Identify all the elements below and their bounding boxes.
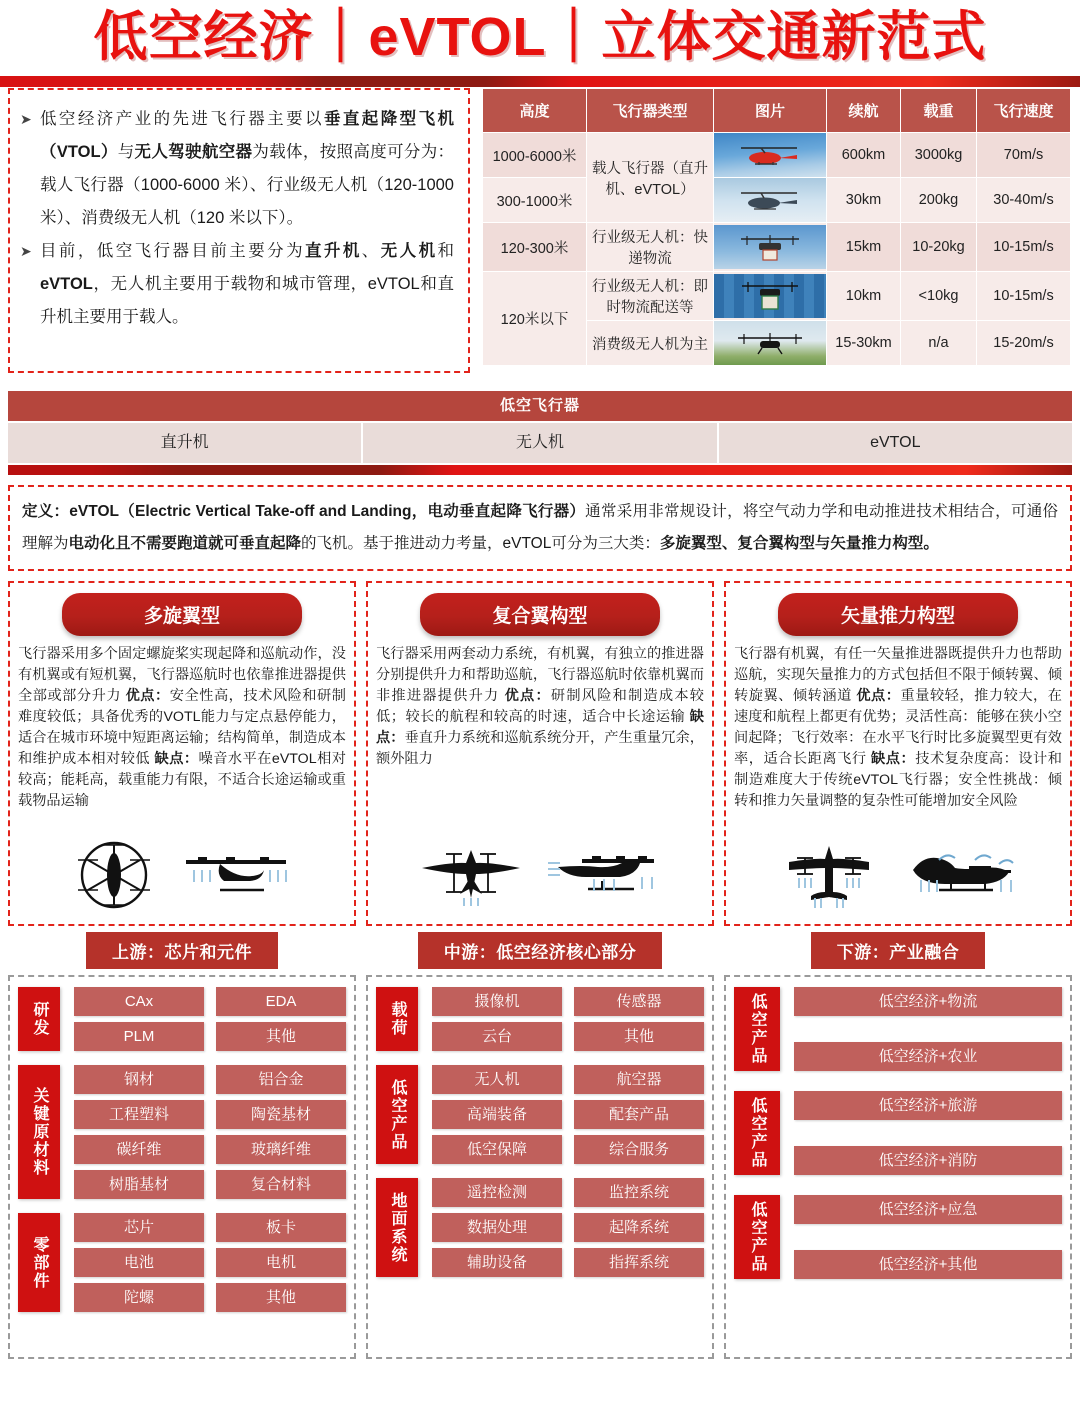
- chain-chip[interactable]: 工程塑料: [74, 1100, 204, 1129]
- intro-bullet: [20, 103, 454, 235]
- chain-group: [18, 1065, 346, 1199]
- chain-chip[interactable]: 航空器: [574, 1065, 704, 1094]
- card-illustration: [734, 832, 1062, 918]
- cell-payload: 10-20kg: [901, 223, 977, 272]
- th-speed: 飞行速度: [977, 89, 1071, 133]
- top-section: [0, 88, 1080, 383]
- card-pros-label: 优点：: [504, 688, 551, 704]
- card-body: [376, 644, 704, 832]
- chain-chip[interactable]: 配套产品: [574, 1100, 704, 1129]
- cell-endurance: 30km: [827, 178, 901, 223]
- th-type: 飞行器类型: [587, 89, 714, 133]
- cell-speed: 30-40m/s: [977, 178, 1071, 223]
- page-title: 低空经济｜eVTOL｜立体交通新范式: [93, 7, 987, 67]
- cell-photo: [714, 223, 827, 272]
- group-label: 低空产品: [734, 987, 780, 1071]
- industry-chain-headers: [0, 926, 1080, 969]
- card-title: 矢量推力构型: [778, 593, 1018, 636]
- chain-chip[interactable]: 碳纤维: [74, 1135, 204, 1164]
- chain-chip[interactable]: 低空经济+物流: [794, 987, 1062, 1016]
- chain-chip[interactable]: 陶瓷基材: [216, 1100, 346, 1129]
- table-row: [483, 223, 1071, 272]
- card-pros-text: 重量较轻，推力较大，在速度和航程上都更有优势；灵活性高：能够在狭小空间起降；飞行效率：在水平飞行时比多旋翼型更有效率，适合长距离飞行: [734, 688, 1062, 767]
- helicopter-icon: [737, 140, 803, 170]
- chain-chip[interactable]: 电机: [216, 1248, 346, 1277]
- group-items: [432, 1178, 704, 1277]
- config-card-vectored-thrust: [724, 581, 1072, 926]
- cell-type: 载人飞行器（直升机、eVTOL）: [587, 133, 714, 223]
- multirotor-topview-icon: [68, 836, 160, 914]
- cell-type: 行业级无人机：快递物流: [587, 223, 714, 272]
- th-payload: 载重: [901, 89, 977, 133]
- chain-group: [376, 1065, 704, 1164]
- chain-chip[interactable]: 起降系统: [574, 1213, 704, 1242]
- category-cell-helicopter[interactable]: 直升机: [8, 423, 363, 463]
- delivery-drone-icon: [734, 274, 806, 318]
- definition-text: 定义：eVTOL（Electric Vertical Take-off and Landing，电动垂直起降飞行器）通常采用非常规设计，将空气动力学和电动推进技术相结合，可通俗理解为电动化且不需要跑道就可垂直起降的飞机。基于推进动力考量，eVTOL可分为三大类：多旋翼型、复合翼构型与矢量推力构型。: [22, 503, 1058, 552]
- chain-chip[interactable]: 低空经济+消防: [794, 1146, 1062, 1175]
- th-photo: 图片: [714, 89, 827, 133]
- card-pros-text: 研制风险和制造成本较低；较长的航程和较高的时速，适合中长途运输: [376, 688, 704, 725]
- chain-chip[interactable]: 其他: [216, 1022, 346, 1051]
- chain-chip[interactable]: 芯片: [74, 1213, 204, 1242]
- card-pros-text: 安全性高，技术风险和研制难度较低；具备优秀的VOTL能力与定点悬停能力，适合在城市环境中短距离运输；结构简单，制造成本和维护成本相对较低: [18, 688, 346, 767]
- intro-text-box: [8, 88, 470, 373]
- cell-height: 300-1000米: [483, 178, 587, 223]
- consumer-drone-icon: [732, 327, 808, 359]
- card-illustration: [18, 832, 346, 918]
- drone-building-photo: [714, 274, 826, 318]
- chain-group: [734, 1195, 1062, 1279]
- industry-chain-columns: [0, 969, 1080, 1367]
- card-cons-text: 噪音水平在eVTOL相对较高；能耗高，载重能力有限，不适合长途运输或重载物品运输: [18, 751, 346, 809]
- chain-column-downstream: [724, 975, 1072, 1359]
- chain-chip[interactable]: 其他: [574, 1022, 704, 1051]
- chain-chip[interactable]: 钢材: [74, 1065, 204, 1094]
- chain-column-upstream: [8, 975, 356, 1359]
- chain-header-midstream: 中游：低空经济核心部分: [418, 932, 663, 969]
- table-row: [483, 133, 1071, 178]
- card-lead-text: 飞行器采用多个固定螺旋桨实现起降和巡航动作，没有机翼或有短机翼，飞行器巡航时也依靠推进器提供全部或部分升力: [18, 646, 346, 704]
- chain-group: [376, 1178, 704, 1277]
- bullet-arrow-icon: ➤: [20, 243, 32, 259]
- chain-chip[interactable]: 辅助设备: [432, 1248, 562, 1277]
- card-lead-text: 飞行器采用两套动力系统，有机翼，有独立的推进器分别提供升力和帮助巡航，飞行器巡航时依靠机翼而非推进器提供升力: [376, 646, 704, 704]
- group-items: [794, 1195, 1062, 1279]
- tiltrotor-sideview-icon: [899, 840, 1021, 910]
- chain-chip[interactable]: PLM: [74, 1022, 204, 1051]
- cell-speed: 70m/s: [977, 133, 1071, 178]
- table-row: [483, 272, 1071, 321]
- cell-speed: 15-20m/s: [977, 321, 1071, 366]
- chain-chip[interactable]: 复合材料: [216, 1170, 346, 1199]
- card-cons-text: 技术复杂度高：设计和制造难度大于传统eVTOL飞行器；安全性挑战：倾转和推力矢量调整的复杂性可能增加安全风险: [734, 751, 1062, 809]
- cell-speed: 10-15m/s: [977, 223, 1071, 272]
- cell-photo: [714, 272, 827, 321]
- hexacopter-icon: [733, 230, 807, 264]
- group-label: 载荷: [376, 987, 418, 1051]
- helicopter-icon: [737, 186, 803, 214]
- chain-chip[interactable]: 指挥系统: [574, 1248, 704, 1277]
- chain-chip[interactable]: 玻璃纤维: [216, 1135, 346, 1164]
- chain-column-midstream: [366, 975, 714, 1359]
- card-cons-label: 缺点：: [871, 751, 916, 767]
- card-body: [18, 644, 346, 832]
- chain-chip[interactable]: 板卡: [216, 1213, 346, 1242]
- group-items: [74, 1213, 346, 1312]
- cell-type: 行业级无人机：即时物流配送等: [587, 272, 714, 321]
- config-card-liftcruise: [366, 581, 714, 926]
- helicopter-white-sky-photo: [714, 178, 826, 222]
- intro-bullet-text: 低空经济产业的先进飞行器主要以垂直起降型飞机（VTOL）与无人驾驶航空器为载体，按照高度可分为：载人飞行器（1000-6000 米）、行业级无人机（120-1000 米）、消费级无人机（120 米以下）。: [40, 110, 455, 227]
- cell-height: 120米以下: [483, 272, 587, 366]
- config-card-multirotor: [8, 581, 356, 926]
- hexacopter-delivery-photo: [714, 225, 826, 269]
- chain-chip[interactable]: 电池: [74, 1248, 204, 1277]
- category-divider-bar: [8, 465, 1072, 475]
- chain-header-downstream: 下游：产业融合: [811, 932, 986, 969]
- cell-endurance: 15km: [827, 223, 901, 272]
- intro-bullet: [20, 235, 454, 334]
- chain-head-col-downstream: [724, 932, 1072, 969]
- chain-chip[interactable]: 低空经济+旅游: [794, 1091, 1062, 1120]
- card-pros-label: 优点：: [125, 688, 170, 704]
- chain-chip[interactable]: 无人机: [432, 1065, 562, 1094]
- title-divider-bar: [0, 76, 1080, 87]
- evtol-configuration-cards: [0, 571, 1080, 926]
- card-body: [734, 644, 1062, 832]
- chain-chip[interactable]: 监控系统: [574, 1178, 704, 1207]
- intro-bullet-text: 目前，低空飞行器目前主要分为直升机、无人机和eVTOL，无人机主要用于载物和城市管理，eVTOL和直升机主要用于载人。: [40, 242, 455, 326]
- chain-chip[interactable]: CAx: [74, 987, 204, 1016]
- chain-chip[interactable]: 低空保障: [432, 1135, 562, 1164]
- th-endurance: 续航: [827, 89, 901, 133]
- cell-photo: [714, 178, 827, 223]
- chain-group: [18, 987, 346, 1051]
- chain-header-upstream: 上游：芯片和元件: [86, 932, 278, 969]
- cell-speed: 10-15m/s: [977, 272, 1071, 321]
- group-items: [74, 1065, 346, 1199]
- group-label: 研发: [18, 987, 60, 1051]
- table-header-row: [483, 89, 1071, 133]
- consumer-drone-field-photo: [714, 321, 826, 365]
- group-items: [74, 987, 346, 1051]
- group-label: 低空产品: [734, 1195, 780, 1279]
- group-label: 地面系统: [376, 1178, 418, 1277]
- chain-chip[interactable]: 低空经济+应急: [794, 1195, 1062, 1224]
- group-label: 低空产品: [734, 1091, 780, 1175]
- liftcruise-sideview-icon: [542, 845, 664, 905]
- group-items: [794, 1091, 1062, 1175]
- cell-height: 120-300米: [483, 223, 587, 272]
- chain-chip[interactable]: 综合服务: [574, 1135, 704, 1164]
- liftcruise-topview-icon: [416, 842, 526, 908]
- aircraft-spec-table: [482, 88, 1071, 366]
- cell-endurance: 10km: [827, 272, 901, 321]
- card-title: 多旋翼型: [62, 593, 302, 636]
- cell-payload: 3000kg: [901, 133, 977, 178]
- chain-chip[interactable]: 高端装备: [432, 1100, 562, 1129]
- cell-photo: [714, 133, 827, 178]
- chain-chip[interactable]: 数据处理: [432, 1213, 562, 1242]
- chain-group: [18, 1213, 346, 1312]
- page-header: [0, 0, 1080, 88]
- cell-endurance: 15-30km: [827, 321, 901, 366]
- chain-chip[interactable]: 陀螺: [74, 1283, 204, 1312]
- cell-payload: <10kg: [901, 272, 977, 321]
- chain-chip[interactable]: 铝合金: [216, 1065, 346, 1094]
- cell-payload: 200kg: [901, 178, 977, 223]
- bullet-arrow-icon: ➤: [20, 111, 32, 127]
- cell-height: 1000-6000米: [483, 133, 587, 178]
- chain-chip[interactable]: 云台: [432, 1022, 562, 1051]
- tiltrotor-topview-icon: [775, 840, 883, 910]
- chain-group: [376, 987, 704, 1051]
- chain-head-col-midstream: [366, 932, 714, 969]
- chain-group: [734, 987, 1062, 1071]
- chain-chip[interactable]: 其他: [216, 1283, 346, 1312]
- category-bar-row: [8, 423, 1072, 463]
- cell-payload: n/a: [901, 321, 977, 366]
- chain-chip[interactable]: 低空经济+农业: [794, 1042, 1062, 1071]
- group-label: 零部件: [18, 1213, 60, 1312]
- evtol-definition-box: [8, 485, 1072, 571]
- table-row: [483, 178, 1071, 223]
- card-pros-label: 优点：: [856, 688, 901, 704]
- cell-photo: [714, 321, 827, 366]
- group-items: [794, 987, 1062, 1071]
- group-items: [432, 987, 704, 1051]
- category-cell-drone[interactable]: 无人机: [363, 423, 718, 463]
- th-height: 高度: [483, 89, 587, 133]
- chain-chip[interactable]: 低空经济+其他: [794, 1250, 1062, 1279]
- chain-chip[interactable]: 遥控检测: [432, 1178, 562, 1207]
- chain-head-col-upstream: [8, 932, 356, 969]
- chain-chip[interactable]: 传感器: [574, 987, 704, 1016]
- card-cons-label: 缺点：: [154, 751, 199, 767]
- chain-chip[interactable]: EDA: [216, 987, 346, 1016]
- multirotor-sideview-icon: [176, 848, 296, 902]
- group-label: 关键原材料: [18, 1065, 60, 1199]
- cell-type: 消费级无人机为主: [587, 321, 714, 366]
- cell-endurance: 600km: [827, 133, 901, 178]
- chain-chip[interactable]: 摄像机: [432, 987, 562, 1016]
- group-label: 低空产品: [376, 1065, 418, 1164]
- card-title: 复合翼构型: [420, 593, 660, 636]
- chain-group: [734, 1091, 1062, 1175]
- card-cons-label: 缺点：: [376, 709, 704, 746]
- chain-chip[interactable]: 树脂基材: [74, 1170, 204, 1199]
- category-bar-title: 低空飞行器: [8, 391, 1072, 421]
- group-items: [432, 1065, 704, 1164]
- category-cell-evtol[interactable]: eVTOL: [870, 434, 921, 451]
- card-lead-text: 飞行器有机翼，有任一矢量推进器既提供升力也帮助巡航，实现矢量推力的方式包括但不限于倾转翼、倾转旋翼、倾转涵道: [734, 646, 1062, 704]
- card-illustration: [376, 832, 704, 918]
- helicopter-red-sky-photo: [714, 133, 826, 177]
- aircraft-category-bar: [8, 391, 1072, 475]
- card-cons-text: 垂直升力系统和巡航系统分开，产生重量冗余，额外阻力: [376, 730, 704, 767]
